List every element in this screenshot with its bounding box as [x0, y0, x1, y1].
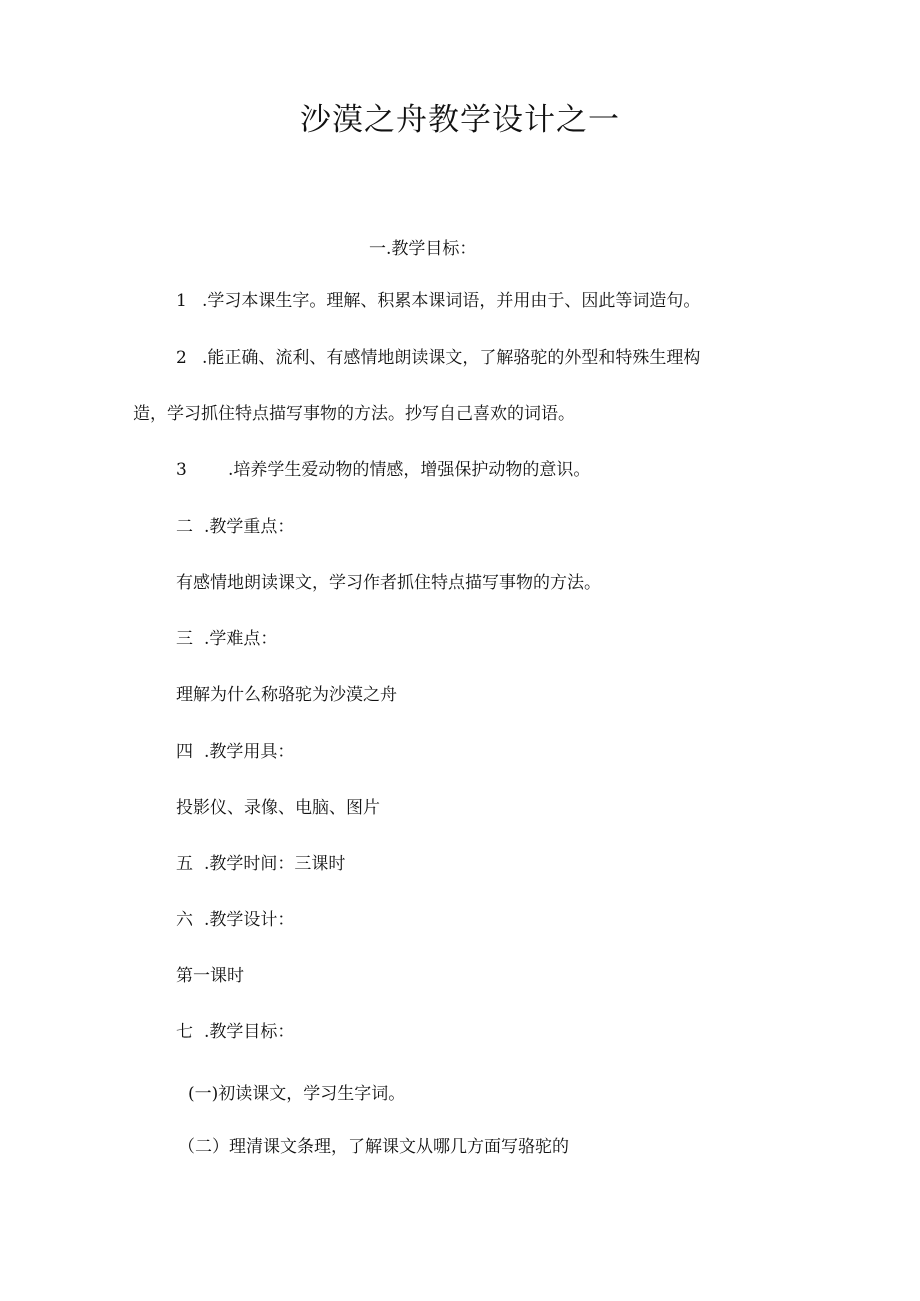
section-heading-text: .教学时间：三课时	[204, 854, 346, 874]
goal-item-1	[176, 288, 700, 314]
objective-item-2: （二）理清课文条理，了解课文从哪几方面写骆驼的	[178, 1137, 569, 1157]
difficulties-body: 理解为什么称骆驼为沙漠之舟	[176, 685, 397, 705]
section-heading-tools	[176, 739, 294, 765]
section-number: 四	[176, 742, 193, 762]
tools-body: 投影仪、录像、电脑、图片	[176, 798, 380, 818]
section-heading-difficulties	[176, 626, 277, 652]
key-points-body: 有感情地朗读课文，学习作者抓住特点描写事物的方法。	[176, 573, 601, 593]
goal-item-2-continuation	[133, 401, 575, 427]
goal-item-2	[176, 345, 700, 371]
section-number: 六	[176, 910, 193, 930]
goal-text: .培养学生爱动物的情感，增强保护动物的意识。	[228, 460, 591, 480]
section-number: 三	[176, 629, 193, 649]
section-number: 五	[176, 854, 193, 874]
section-heading-text: .教学目标：	[204, 1022, 295, 1042]
goal-item-3	[176, 457, 590, 483]
section-number: 七	[176, 1022, 193, 1042]
section-heading-text: .学难点：	[204, 629, 278, 649]
goal-text: 造，学习抓住特点描写事物的方法。抄写自己喜欢的词语。	[133, 404, 575, 424]
goal-number: 3	[176, 460, 187, 480]
section-heading-lesson-goals	[176, 1019, 294, 1045]
section-heading-key-points	[176, 514, 294, 540]
section-heading-design	[176, 907, 294, 933]
goal-text: .能正确、流利、有感情地朗读课文，了解骆驼的外型和特殊生理构	[202, 348, 701, 368]
lesson-label: 第一课时	[176, 966, 244, 986]
goal-number: 1	[176, 291, 187, 311]
document-title: 沙漠之舟教学设计之一	[300, 102, 620, 138]
objective-item-1: (一)初读课文，学习生字词。	[188, 1084, 406, 1104]
section-heading-text: .教学重点：	[204, 517, 295, 537]
section-heading-text: .教学设计：	[204, 910, 295, 930]
section-heading-goals: 一.教学目标：	[369, 239, 477, 259]
goal-text: .学习本课生字。理解、积累本课词语，并用由于、因此等词造句。	[202, 291, 701, 311]
section-heading-text: .教学用具：	[204, 742, 295, 762]
section-number: 二	[176, 517, 193, 537]
goal-number: 2	[176, 348, 187, 368]
section-heading-time	[176, 851, 345, 877]
